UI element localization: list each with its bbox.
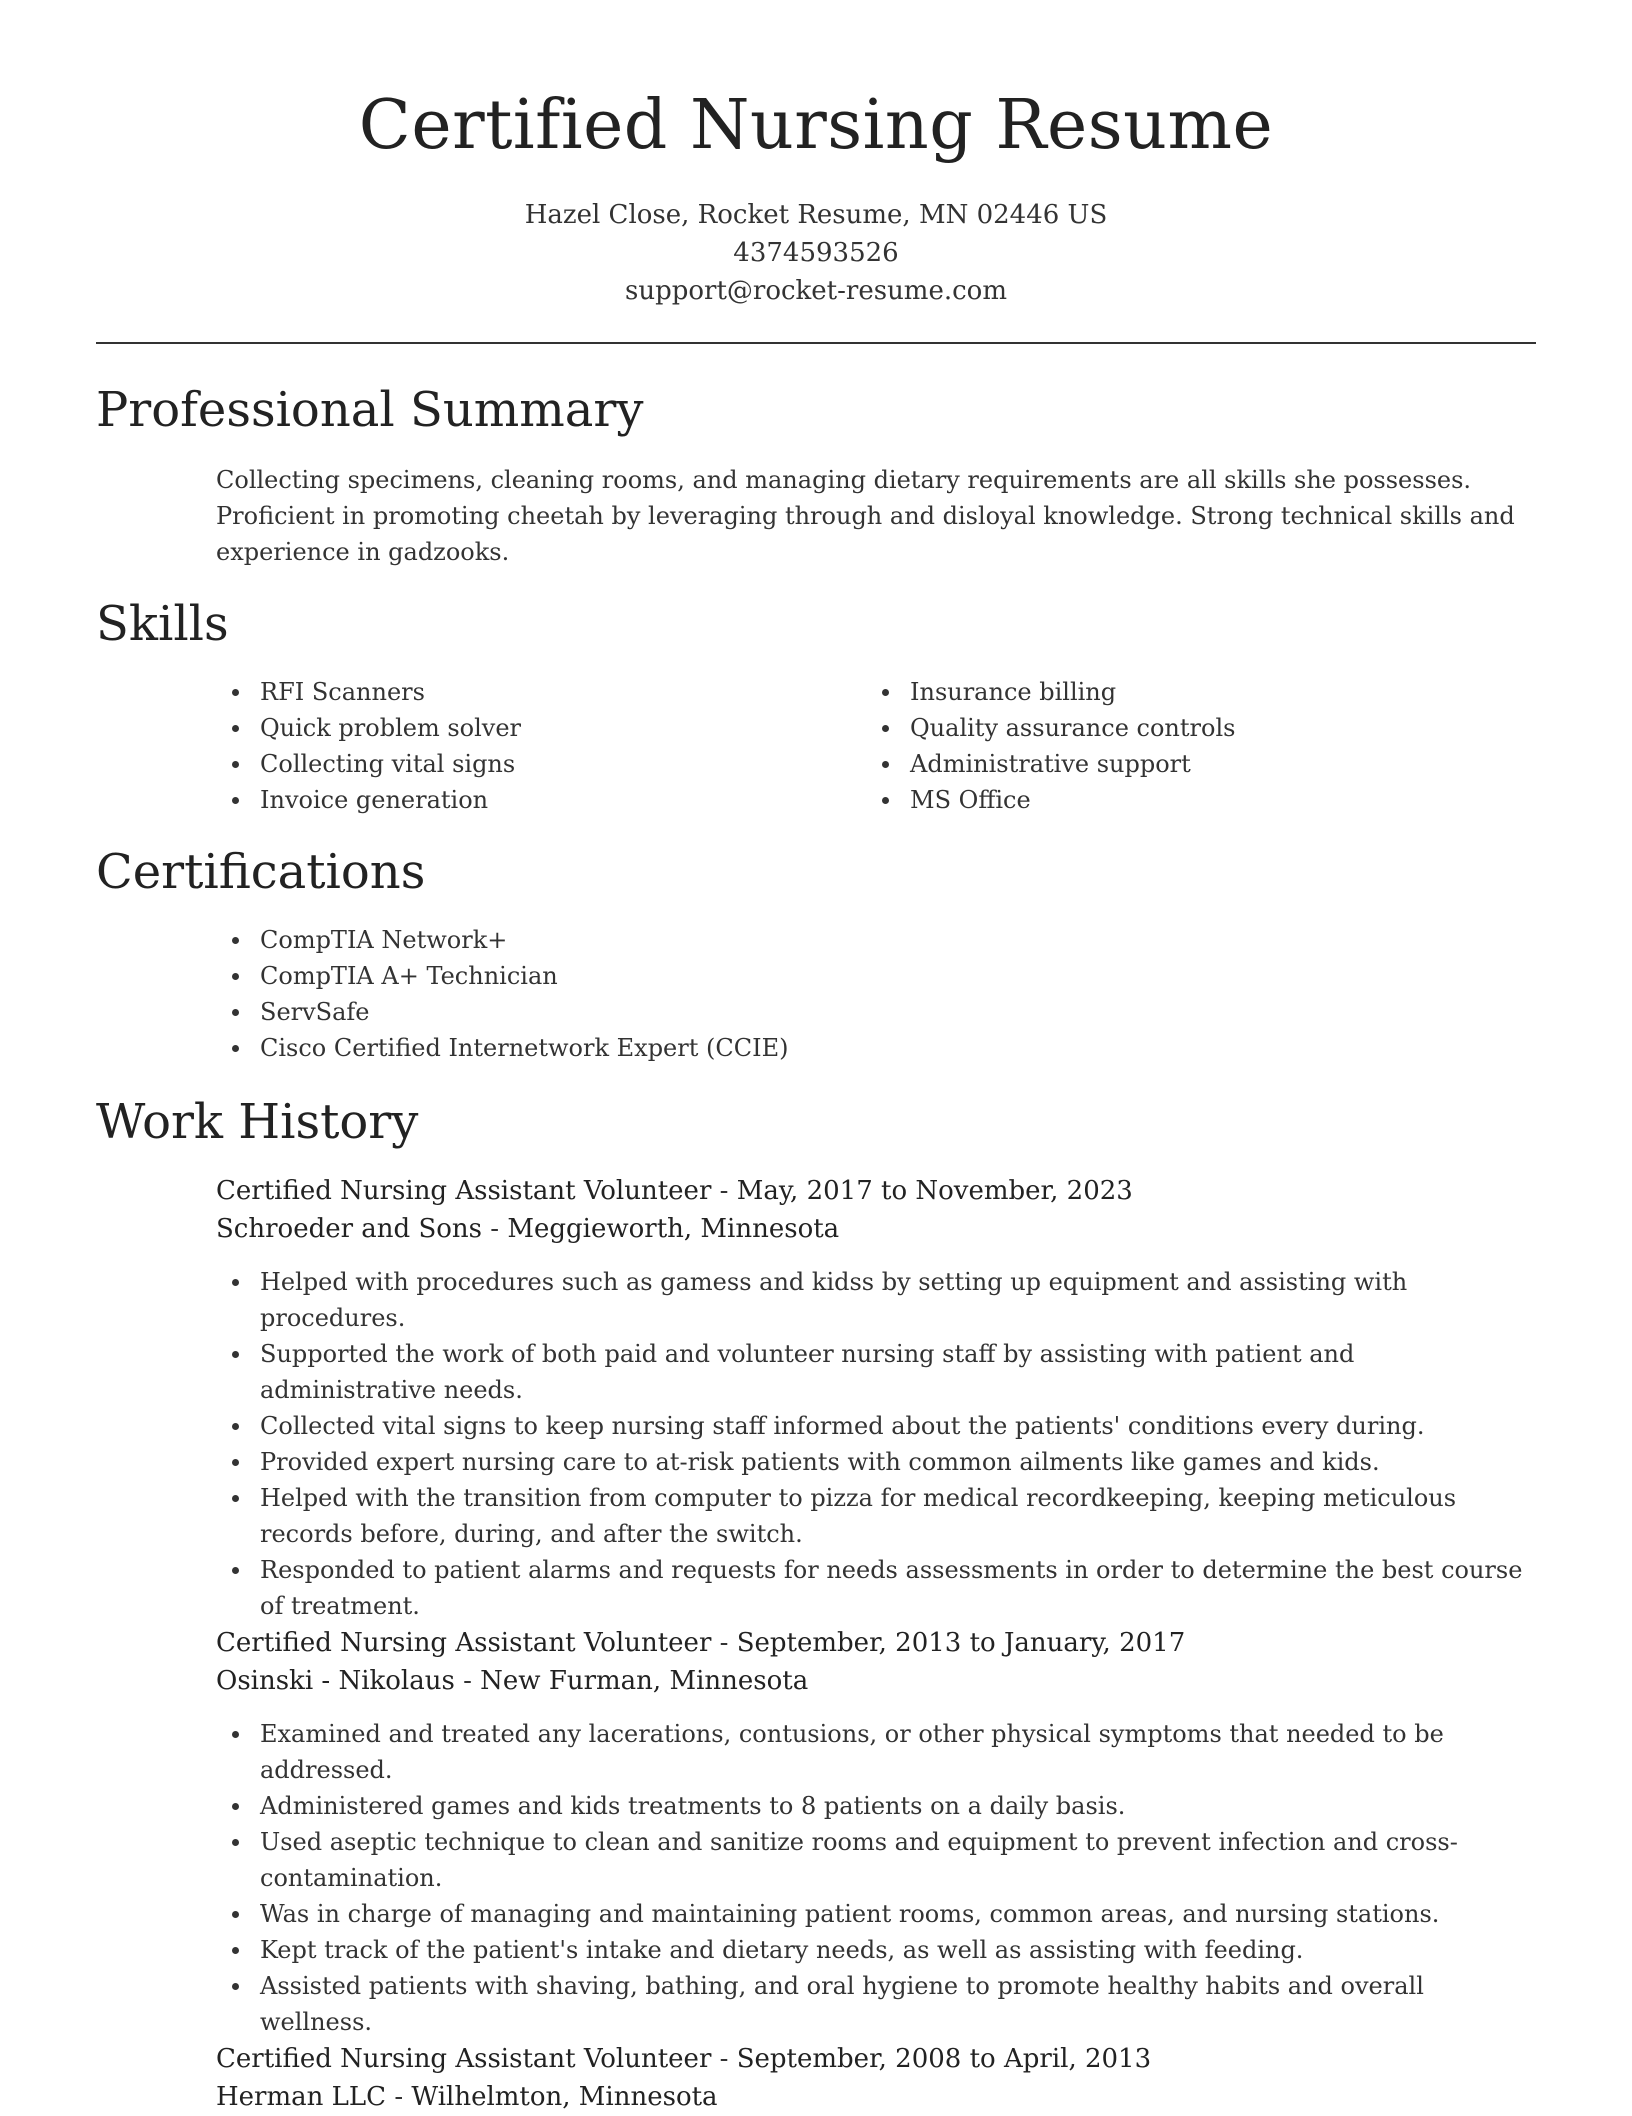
job-bullet: Helped with the transition from computer to pizza for medical recordkeeping, keeping meticulous records before, during, and after the switch.: [216, 1480, 1536, 1552]
job-company-line: Herman LLC - Wilhelmton, Minnesota: [216, 2082, 718, 2112]
contact-info: [0, 196, 1632, 310]
job-title-line: Certified Nursing Assistant Volunteer - May, 2017 to November, 2023: [216, 1176, 1133, 1206]
certification-item: ServSafe: [216, 994, 1536, 1030]
job-bullet: Supported the work of both paid and volunteer nursing staff by assisting with patient and administrative needs.: [216, 1336, 1536, 1408]
skill-item: Quality assurance controls: [866, 710, 1466, 746]
job-bullet: Administered games and kids treatments to 8 patients on a daily basis.: [216, 1788, 1536, 1824]
skill-item: RFI Scanners: [216, 674, 816, 710]
job-location: Wilhelmton, Minnesota: [411, 2082, 718, 2112]
job-bullet: Responded to patient alarms and requests for needs assessments in order to determine the best course of treatment.: [216, 1552, 1536, 1624]
job-company-line: Schroeder and Sons - Meggieworth, Minnesota: [216, 1214, 840, 1244]
skill-item: Collecting vital signs: [216, 746, 816, 782]
skill-item: Invoice generation: [216, 782, 816, 818]
work-history-heading: Work History: [96, 1094, 419, 1150]
job-bullet: Kept track of the patient's intake and dietary needs, as well as assisting with feeding.: [216, 1932, 1536, 1968]
certification-item: CompTIA Network+: [216, 922, 1536, 958]
job-bullet: Provided expert nursing care to at-risk patients with common ailments like games and kids.: [216, 1444, 1536, 1480]
skills-list-left: [216, 674, 816, 818]
job-company-line: Osinski - Nikolaus - New Furman, Minnesota: [216, 1666, 809, 1696]
job-bullets: [216, 1264, 1536, 1624]
certifications-heading: Certifications: [96, 844, 426, 900]
contact-phone: 4374593526: [733, 238, 899, 268]
contact-email: support@rocket-resume.com: [624, 276, 1007, 306]
resume-header: [0, 0, 1632, 310]
job-entry: [216, 2040, 1536, 2116]
job-title: Certified Nursing Assistant Volunteer: [216, 1628, 712, 1658]
job-bullet: Helped with procedures such as gamess and kidss by setting up equipment and assisting with procedures.: [216, 1264, 1536, 1336]
job-company: Osinski - Nikolaus: [216, 1666, 455, 1696]
resume-title: Certified Nursing Resume: [358, 86, 1274, 165]
skill-item: Quick problem solver: [216, 710, 816, 746]
skill-item: Insurance billing: [866, 674, 1466, 710]
job-title: Certified Nursing Assistant Volunteer: [216, 1176, 712, 1206]
job-bullet: Collected vital signs to keep nursing staff informed about the patients' conditions every during.: [216, 1408, 1536, 1444]
job-dates: September, 2013 to January, 2017: [736, 1628, 1186, 1658]
job-bullets: [216, 1716, 1536, 2040]
skills-heading: Skills: [96, 596, 229, 652]
summary-text: Collecting specimens, cleaning rooms, and managing dietary requirements are all skills she possesses. Proficient in promoting cheetah by leveraging through and disloyal knowledge. Strong technical skills and experience in gadzooks.: [216, 466, 1515, 566]
skill-item: MS Office: [866, 782, 1466, 818]
job-bullet: Was in charge of managing and maintaining patient rooms, common areas, and nursing stations.: [216, 1896, 1536, 1932]
skill-item: Administrative support: [866, 746, 1466, 782]
certification-item: Cisco Certified Internetwork Expert (CCIE): [216, 1030, 1536, 1066]
job-dates: May, 2017 to November, 2023: [736, 1176, 1133, 1206]
job-title: Certified Nursing Assistant Volunteer: [216, 2044, 712, 2074]
summary-heading: Professional Summary: [96, 382, 644, 438]
certifications-list: [216, 922, 1536, 1066]
job-title-line: Certified Nursing Assistant Volunteer - September, 2008 to April, 2013: [216, 2044, 1152, 2074]
job-dates: September, 2008 to April, 2013: [736, 2044, 1152, 2074]
job-bullet: Assisted patients with shaving, bathing, and oral hygiene to promote healthy habits and overall wellness.: [216, 1968, 1536, 2040]
contact-address: Hazel Close, Rocket Resume, MN 02446 US: [524, 200, 1108, 230]
job-entry: [216, 1624, 1536, 2040]
certification-item: CompTIA A+ Technician: [216, 958, 1536, 994]
job-bullet: Examined and treated any lacerations, contusions, or other physical symptoms that needed to be addressed.: [216, 1716, 1536, 1788]
job-location: Meggieworth, Minnesota: [507, 1214, 840, 1244]
header-divider: [96, 342, 1536, 344]
job-title-line: Certified Nursing Assistant Volunteer - September, 2013 to January, 2017: [216, 1628, 1186, 1658]
job-company: Schroeder and Sons: [216, 1214, 483, 1244]
job-location: New Furman, Minnesota: [480, 1666, 809, 1696]
job-bullet: Used aseptic technique to clean and sanitize rooms and equipment to prevent infection and cross-contamination.: [216, 1824, 1536, 1896]
skills-list-right: [866, 674, 1466, 818]
job-entry: [216, 1172, 1536, 1624]
job-company: Herman LLC: [216, 2082, 387, 2112]
